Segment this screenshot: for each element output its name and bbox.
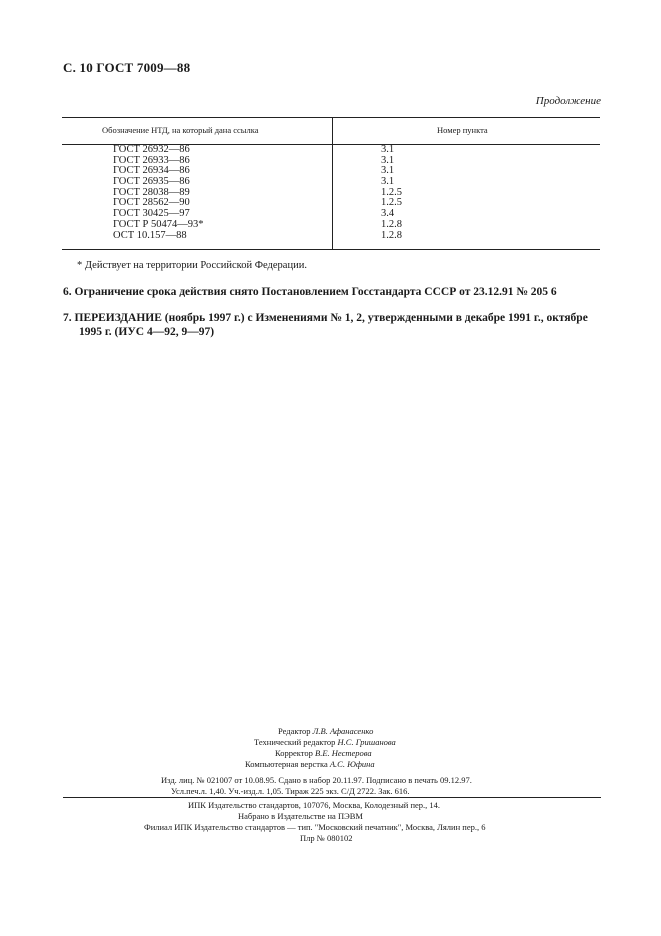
publishing-separator: [63, 797, 601, 798]
document-cell: ГОСТ 28038—89: [113, 186, 190, 198]
document-cell: ГОСТ 26935—86: [113, 176, 190, 188]
credit-tech-editor: [254, 737, 396, 747]
item-7-line-1: 7. ПЕРЕИЗДАНИЕ (ноябрь 1997 г.) с Изменениями № 1, 2, утвержденными в декабре 1991 г., октябре: [63, 312, 588, 324]
column-header-point: Номер пункта: [437, 125, 488, 135]
publishing-line-4: Набрано в Издательстве на ПЭВМ: [238, 811, 363, 821]
publishing-line-1: Изд. лиц. № 021007 от 10.08.95. Сдано в набор 20.11.97. Подписано в печать 09.12.97.: [161, 775, 472, 785]
publishing-line-5: Филиал ИПК Издательство стандартов — тип. "Московский печатник", Москва, Лялин пер., 6: [144, 822, 486, 832]
credit-editor: [278, 726, 373, 736]
point-cell: 3.1: [381, 144, 395, 155]
document-cell: ОСТ 10.157—88: [113, 229, 187, 241]
credit-label: Технический редактор: [254, 737, 336, 747]
column-header-document: Обозначение НТД, на который дана ссылка: [102, 125, 259, 135]
document-cell: ГОСТ 30425—97: [113, 208, 190, 220]
credit-label: Корректор: [275, 748, 313, 758]
credit-name: Л.В. Афанасенко: [312, 726, 374, 736]
credit-proofreader: [275, 748, 372, 758]
document-cell: ГОСТ 28562—90: [113, 197, 190, 209]
point-cell: 1.2.5: [381, 186, 402, 198]
credit-name: В.Е. Нестерова: [315, 748, 372, 758]
document-cell: ГОСТ 26934—86: [113, 165, 190, 177]
point-cell: 3.4: [381, 208, 395, 220]
table-row: [62, 231, 600, 242]
document-cell: ГОСТ 26933—86: [113, 154, 190, 166]
credit-label: Редактор: [278, 726, 311, 736]
item-6-paragraph: 6. Ограничение срока действия снято Постановлением Госстандарта СССР от 23.12.91 № 205 6: [63, 286, 557, 298]
item-7-paragraph: [63, 311, 603, 339]
table-top-rule: [62, 117, 600, 118]
continuation-label: Продолжение: [535, 95, 601, 107]
item-7-line-2: 1995 г. (ИУС 4—92, 9—97): [79, 326, 215, 338]
credit-name: А.С. Юфина: [329, 759, 375, 769]
table-body: [62, 145, 600, 241]
page-header: С. 10 ГОСТ 7009—88: [63, 60, 191, 75]
point-cell: 1.2.8: [381, 229, 402, 241]
point-cell: 1.2.8: [381, 218, 402, 230]
credit-name: Н.С. Гришанова: [337, 737, 396, 747]
point-cell: 3.1: [381, 154, 395, 166]
document-cell: ГОСТ 26932—86: [113, 144, 190, 155]
publishing-line-6: Плр № 080102: [300, 833, 353, 843]
table-row: [62, 220, 600, 231]
point-cell: 3.1: [381, 165, 395, 177]
publishing-line-2: Усл.печ.л. 1,40. Уч.-изд.л. 1,05. Тираж 225 экз. С/Д 2722. Зак. 616.: [171, 786, 410, 796]
table-bottom-rule: [62, 249, 600, 250]
publishing-line-3: ИПК Издательство стандартов, 107076, Москва, Колодезный пер., 14.: [188, 800, 441, 810]
credit-label: Компьютерная верстка: [245, 759, 328, 769]
point-cell: 1.2.5: [381, 197, 402, 209]
footnote: * Действует на территории Российской Федерации.: [77, 260, 307, 271]
credit-layout: [245, 759, 375, 769]
document-cell: ГОСТ Р 50474—93*: [113, 218, 204, 230]
point-cell: 3.1: [381, 176, 395, 188]
